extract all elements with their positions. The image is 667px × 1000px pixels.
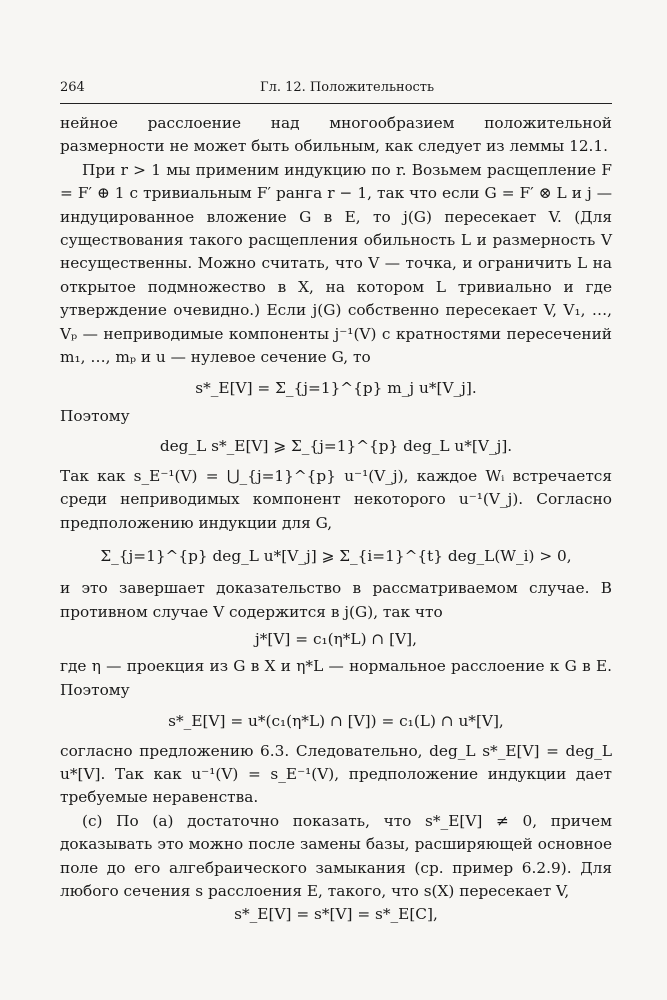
paragraph-2: При r > 1 мы применим индукцию по r. Возьмем расщепление F = F′ ⊕ 1 с тривиальным F′ ранга r − 1, так что если G = F′ ⊗ L и j — индуцированное вложение G в E, то j(G) пересекает V. (Для существования такого расщепления обильность L и размерность V несущественны. Можно считать, что V — точка, и ограничить L на открытое подмножество в X, на котором L тривиально и где утверждение очевидно.) Если j(G) собственно пересекает V, V₁, …, Vₚ — неприводимые компоненты j⁻¹(V) с кратностями пересечений m₁, …, mₚ и u — нулевое сечение G, то <box>60 160 612 367</box>
main-text <box>60 112 612 927</box>
formula-5: s*_E[V] = u*(c₁(η*L) ∩ [V]) = c₁(L) ∩ u*[V], <box>168 712 504 731</box>
paragraph-5: и это завершает доказательство в рассматриваемом случае. В противном случае V содержится в j(G), так что <box>60 579 612 621</box>
running-title: Гл. 12. Положительность <box>260 80 435 95</box>
paragraph-8: (c) По (a) достаточно показать, что s*_E[V] ≠ 0, причем доказывать это можно после замены базы, расширяющей основное поле до его алгебраического замыкания (ср. пример 6.2.9). Для любого сечения s расслоения E, такого, что s(X) пересекает V, <box>60 811 612 900</box>
paragraph-4: Так как s_E⁻¹(V) = ⋃_{j=1}^{p} u⁻¹(V_j), каждое Wᵢ встречается среди неприводимых компонент некоторого u⁻¹(V_j). Согласно предположению индукции для G, <box>60 466 612 532</box>
paragraph-1: нейное расслоение над многообразием положительной размерности не может быть обильным, как следует из леммы 12.1. <box>60 114 612 156</box>
formula-3: Σ_{j=1}^{p} deg_L u*[V_j] ⩾ Σ_{i=1}^{t} deg_L(W_i) > 0, <box>100 547 572 566</box>
paragraph-6: где η — проекция из G в X и η*L — нормальное расслоение к G в E. Поэтому <box>60 657 612 699</box>
formula-4: j*[V] = c₁(η*L) ∩ [V], <box>255 629 417 648</box>
page-header <box>60 80 612 102</box>
page-number: 264 <box>60 80 85 95</box>
formula-6: s*_E[V] = s*[V] = s*_E[C], <box>234 905 438 924</box>
formula-1: s*_E[V] = Σ_{j=1}^{p} m_j u*[V_j]. <box>195 379 477 398</box>
formula-2: deg_L s*_E[V] ⩾ Σ_{j=1}^{p} deg_L u*[V_j]. <box>159 436 513 455</box>
paragraph-7: согласно предложению 6.3. Следовательно, deg_L s*_E[V] = deg_L u*[V]. Так как u⁻¹(V) = s_E⁻¹(V), предположение индукции дает требуемые неравенства. <box>60 741 612 807</box>
header-rule <box>60 103 612 104</box>
paragraph-3: Поэтому <box>60 407 130 426</box>
